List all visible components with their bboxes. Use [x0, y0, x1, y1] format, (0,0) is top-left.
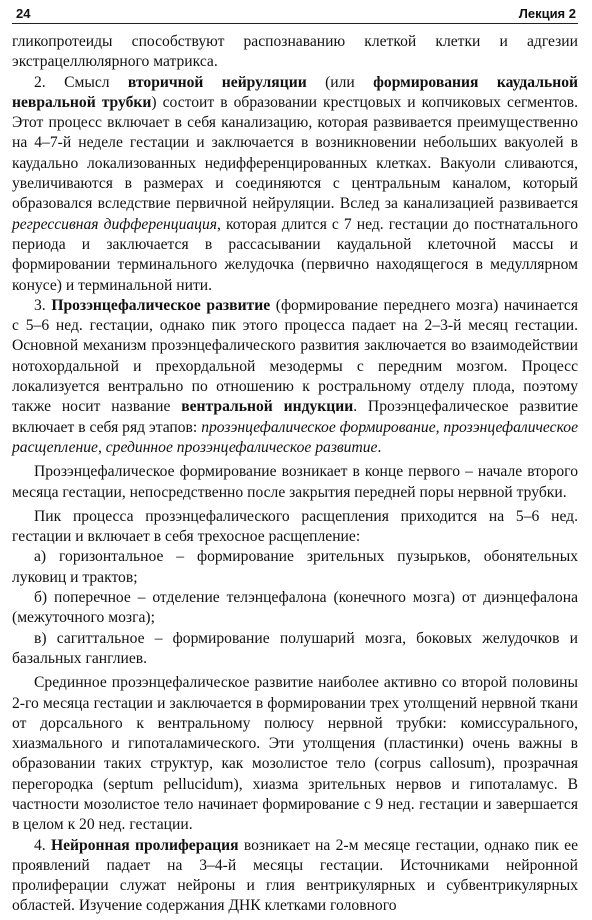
- text-run: Срединное прозэнцефалическое развитие наиболее активно со второй половины 2-го месяца гестации и заключается в формировании трех утолщений нервной ткани от дорсального к вентральному полюсу нервной трубки: комиссурального, хиазмального и гипоталамического. Эти утолщения (пластинки) очень важны в образовании таких структур, как мозолистое тело (corpus callosum), прозрачная перегородка (septum pellucidum), хиазма зрительных нервов и гипоталамус. В частности мозолистое тело начинает формирование с 9 нед. гестации и завершается в целом к 20 нед. гестации.: [12, 674, 578, 834]
- bold-term: Нейронная пролиферация: [51, 836, 239, 854]
- list-item-c: [12, 629, 578, 670]
- text-run: б) поперечное – отделение телэнцефалона (конечного мозга) от диэнцефалона (межуточного мозга);: [12, 589, 578, 627]
- text-run: 2. Смысл: [34, 73, 128, 91]
- paragraph-1: [12, 32, 578, 73]
- italic-term: прозэнцефалическое формирование, прозэнцефалическое расщепление, срединное прозэнцефалическое развитие: [12, 418, 578, 456]
- section-title: Лекция 2: [518, 6, 576, 21]
- paragraph-neuronal-proliferation: [12, 836, 578, 917]
- list-item-a: [12, 547, 578, 588]
- running-header: [12, 0, 578, 24]
- paragraph-midline-development: [12, 673, 578, 835]
- paragraph-prosencephalic-cleavage: [12, 507, 578, 548]
- text-run: в) сагиттальное – формирование полушарий мозга, боковых желудочков и базальных ганглиев.: [12, 629, 578, 667]
- text-run: . Прозэнцефалическое развитие включает в себя ряд этапов:: [12, 398, 578, 436]
- paragraph-prosencephalic-development: [12, 296, 578, 458]
- page-number: 24: [16, 6, 31, 21]
- paragraph-prosencephalic-formation: [12, 462, 578, 503]
- text-run: .: [377, 438, 382, 456]
- bold-term: вторичной нейруляции: [127, 73, 307, 91]
- text-run: , которая длится с 7 нед. гестации до постнатального периода и заключается в рассасывании каудальной клеточной массы и формировании терминального желудочка (первично находящегося в медуллярном конусе) и терминальной нити.: [12, 215, 578, 294]
- text-run: а) горизонтальное – формирование зрительных пузырьков, обонятельных луковиц и трактов;: [12, 548, 578, 586]
- text-run: ) состоит в образовании крестцовых и копчиковых сегментов. Этот процесс включает в себя канализацию, которая развивается преимущественно на 4–7-й неделе гестации и заключается в возникновении небольших вакуолей в каудально локализованных недифференцированных клетках. Вакуоли сливаются, увеличиваются в размерах и соединяются с центральным каналом, который образовался вследствие первичной нейруляции. Вслед за канализацией развивается: [12, 93, 578, 213]
- text-run: 4.: [34, 836, 51, 854]
- text-run: (или: [306, 73, 374, 91]
- paragraph-secondary-neurulation: [12, 73, 578, 296]
- bold-term: вентральной индукции: [181, 398, 354, 416]
- text-run: возникает на 2-м месяце гестации, однако пик ее проявлений падает на 3–4-й месяцы гестации. Источниками нейронной пролиферации служат нейроны и глия вентрикулярных и субвентрикулярных областей. Изучение содержания ДНК клетками головного: [12, 836, 578, 915]
- text-run: Прозэнцефалическое формирование возникает в конце первого – начале второго месяца гестации, непосредственно после закрытия передней поры нервной трубки.: [12, 463, 578, 501]
- text-run: (формирование переднего мозга) начинается с 5–6 нед. гестации, однако пик этого процесса падает на 2–3-й месяц гестации. Основной механизм прозэнцефалического развития заключается во взаимодействии нотохордальной и прехордальной мезодермы с передним мозгом. Процесс локализуется вентрально по отношению к ростральному отделу плода, поэтому также носит название: [12, 296, 578, 416]
- text-run: гликопротеиды способствуют распознаванию клеткой клетки и адгезии экстрацеллюлярного матрикса.: [12, 33, 578, 71]
- italic-term: регрессивная дифференциация: [12, 215, 218, 233]
- text-run: 3.: [34, 296, 52, 314]
- body-text: [12, 32, 578, 917]
- text-run: Пик процесса прозэнцефалического расщепления приходится на 5–6 нед. гестации и включает в себя трехосное расщепление:: [12, 507, 578, 546]
- list-item-b: [12, 588, 578, 629]
- bold-term: Прозэнцефалическое развитие: [51, 296, 271, 314]
- bold-term: формирования каудальной невральной трубки: [12, 73, 578, 111]
